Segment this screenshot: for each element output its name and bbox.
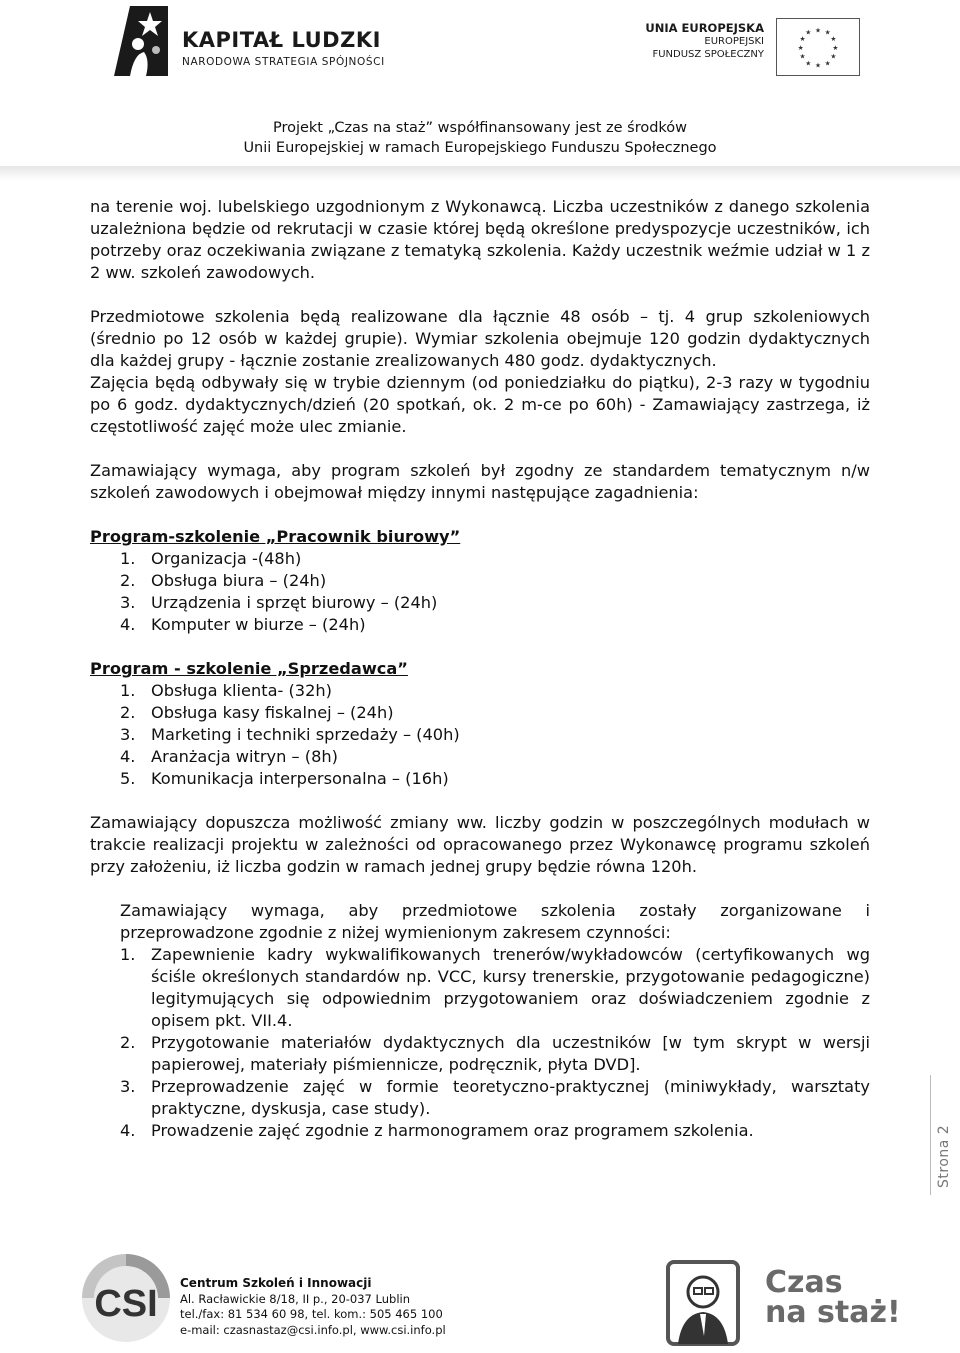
footer-contact [180, 1276, 446, 1338]
program-sales-title: Program - szkolenie „Sprzedawca” [90, 659, 408, 678]
footer-org-name: Centrum Szkoleń i Innowacji [180, 1276, 372, 1290]
eu-line-3: FUNDUSZ SPOŁECZNY [652, 49, 764, 60]
svg-text:★: ★ [814, 26, 822, 35]
list-item: 5. Komunikacja interpersonalna – (16h) [120, 769, 449, 788]
eu-line-1: UNIA EUROPEJSKA [645, 21, 764, 35]
paragraph-3: Zajęcia będą odbywały się w trybie dziennym (od poniedziałku do piątku), 2-3 razy w tygodniu po 6 godz. dydaktycznych/dzień (20 spotkań, ok. 2 m-ce po 60h) - Zamawiający zastrzega, iż częstotliwość zajęć może ulec zmianie. [90, 373, 870, 436]
kapital-ludzki-emblem-icon [110, 4, 172, 80]
czas-line-2: na staż! [765, 1295, 901, 1330]
svg-text:★: ★ [830, 52, 837, 61]
paragraph-5: Zamawiający dopuszcza możliwość zmiany ww. liczby godzin w poszczególnych modułach w trakcie realizacji projektu w zależności od opracowanego przez Wykonawcę programu szkoleń przy założeniu, iż liczba godzin w ramach jednej grupy będzie równa 120h. [90, 813, 870, 876]
footer-email: e-mail: czasnastaz@csi.info.pl, www.csi.info.pl [180, 1322, 446, 1337]
program-office-title: Program-szkolenie „Pracownik biurowy” [90, 527, 461, 546]
list-item: 3. Marketing i techniki sprzedaży – (40h) [120, 725, 460, 744]
czas-na-staz-wordmark [765, 1265, 901, 1330]
paragraph-4: Zamawiający wymaga, aby program szkoleń był zgodny ze standardem tematycznym n/w szkoleń zawodowych i obejmował między innymi następujące zagadnienia: [90, 461, 870, 502]
kapital-ludzki-title: KAPITAŁ LUDZKI [182, 28, 381, 52]
kapital-ludzki-logo [110, 4, 390, 80]
paragraph-2: Przedmiotowe szkolenia będą realizowane dla łącznie 48 osób – tj. 4 grup szkoleniowych (średnio po 12 osób w każdej grupie). Wymiar szkolenia obejmuje 120 godzin dydaktycznych dla każdej grupy - łącznie zostanie zrealizowanych 480 godz. dydaktycznych. [90, 307, 870, 370]
list-item: 1. Zapewnienie kadry wykwalifikowanych trenerów/wykładowców (certyfikowanych wg ściśle określonych standardów np. VCC, kursy trenerskie, przygotowanie pedagogiczne) legitymujących się odpowiednim przygotowaniem oraz doświadczeniem zgodnie z opisem pkt. VII.4. [120, 945, 870, 1030]
footer-phone: tel./fax: 81 534 60 98, tel. kom.: 505 465 100 [180, 1307, 443, 1321]
eu-logo [645, 18, 860, 78]
document-body [90, 196, 870, 1142]
tasks-list [90, 944, 870, 1142]
list-item: 1. Obsługa klienta- (32h) [120, 681, 332, 700]
list-item: 4. Aranżacja witryn – (8h) [120, 747, 338, 766]
program-office-list [90, 548, 870, 636]
list-item: 2. Obsługa kasy fiskalnej – (24h) [120, 703, 394, 722]
czas-line-1: Czas [765, 1265, 843, 1300]
svg-text:★: ★ [814, 61, 822, 70]
project-line-1: Projekt „Czas na staż” współfinansowany jest ze środków [272, 120, 688, 136]
eu-flag-icon [776, 18, 860, 76]
list-item: 2. Obsługa biura – (24h) [120, 571, 327, 590]
eu-text [645, 22, 764, 61]
list-item: 4. Prowadzenie zajęć zgodnie z harmonogramem oraz programem szkolenia. [120, 1121, 754, 1140]
csi-logo [78, 1250, 174, 1346]
paragraph-6: Zamawiający wymaga, aby przedmiotowe szkolenia zostały zorganizowane i przeprowadzone zgodnie z niżej wymienionym zakresem czynności: [120, 901, 870, 942]
project-line-2: Unii Europejskiej w ramach Europejskiego Funduszu Społecznego [243, 140, 717, 156]
svg-text:★: ★ [830, 35, 837, 44]
eu-line-2: EUROPEJSKI [704, 36, 764, 47]
list-item: 4. Komputer w biurze – (24h) [120, 615, 366, 634]
project-funding-note [0, 118, 960, 158]
svg-text:★: ★ [797, 43, 804, 52]
czas-na-staz-logo [650, 1250, 901, 1350]
person-icon [660, 1258, 755, 1348]
list-item: 2. Przygotowanie materiałów dydaktycznych dla uczestników [w tym skrypt w wersji papierowej, materiały piśmiennicze, podręcznik, płyta DVD]. [120, 1033, 870, 1074]
page-number: Strona 2 [936, 1124, 952, 1188]
list-item: 3. Przeprowadzenie zajęć w formie teoretyczno-praktycznej (miniwykłady, warsztaty praktyczne, dyskusja, case study). [120, 1077, 870, 1118]
svg-text:★: ★ [824, 28, 831, 37]
svg-text:★: ★ [799, 52, 806, 61]
header-divider [0, 166, 960, 180]
page-number-divider [930, 1075, 931, 1195]
svg-text:★: ★ [799, 35, 806, 44]
list-item: 1. Organizacja -(48h) [120, 549, 302, 568]
svg-text:★: ★ [805, 28, 812, 37]
svg-text:★: ★ [824, 59, 831, 68]
kapital-ludzki-subtitle: NARODOWA STRATEGIA SPÓJNOŚCI [182, 56, 385, 68]
list-item: 3. Urządzenia i sprzęt biurowy – (24h) [120, 593, 438, 612]
svg-text:★: ★ [832, 43, 839, 52]
footer-address: Al. Racławickie 8/18, II p., 20-037 Lublin [180, 1291, 411, 1306]
csi-mark: CSI [94, 1283, 158, 1325]
svg-text:★: ★ [805, 59, 812, 68]
paragraph-1: na terenie woj. lubelskiego uzgodnionym z Wykonawcą. Liczba uczestników z danego szkolenia uzależniona będzie od rekrutacji w czasie której będą określone predyspozycje uczestników, ich potrzeby oraz oczekiwania związane z tematyką szkolenia. Każdy uczestnik weźmie udział w 1 z 2 ww. szkoleń zawodowych. [90, 197, 870, 282]
program-sales-list [90, 680, 870, 790]
